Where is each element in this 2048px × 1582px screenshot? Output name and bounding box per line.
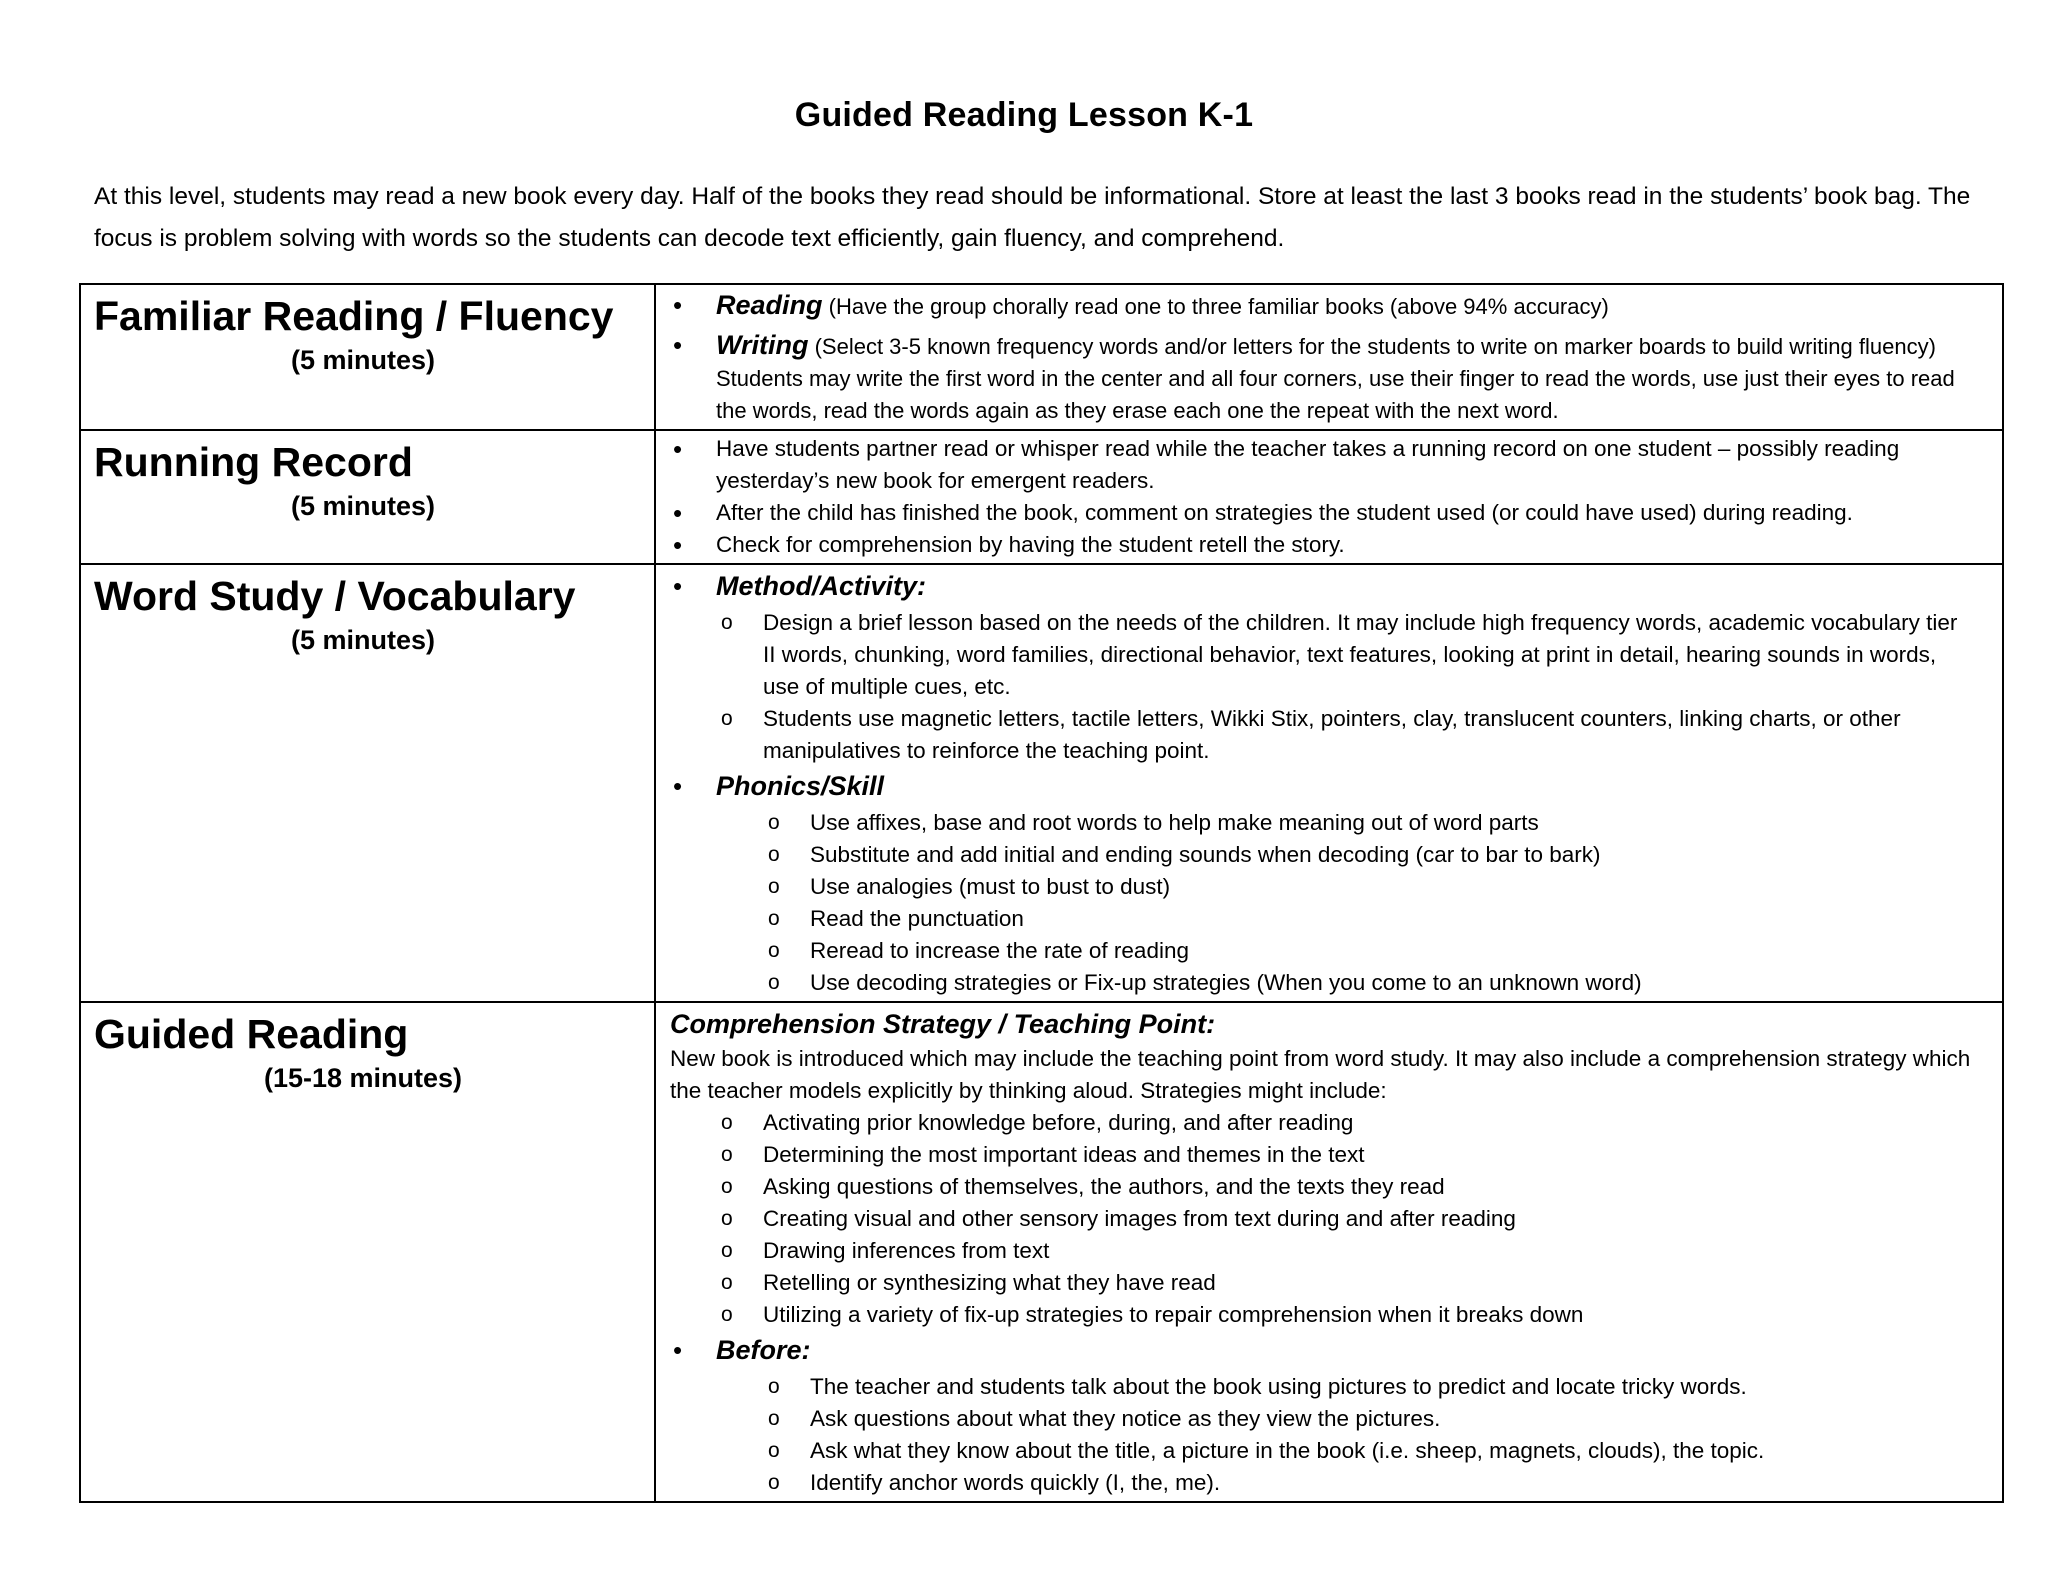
sub-list-item: o Use analogies (must to bust to dust) (670, 871, 1972, 903)
strategy-heading: Comprehension Strategy / Teaching Point: (670, 1009, 1216, 1039)
sub-list-item: o Ask questions about what they notice as they view the pictures. (670, 1403, 1972, 1435)
bullet-item (670, 567, 1972, 607)
sub-list-item: o Retelling or synthesizing what they have read (670, 1267, 1972, 1299)
section-duration: (5 minutes) (290, 345, 436, 375)
section-title: Familiar Reading / Fluency (94, 293, 614, 339)
bullet-heading: Before: (716, 1335, 811, 1365)
page-title: Guided Reading Lesson K-1 (794, 96, 1254, 134)
section-duration: (5 minutes) (290, 491, 436, 521)
sub-list-item: o Activating prior knowledge before, during, and after reading (670, 1107, 1972, 1139)
bullet-item: • Check for comprehension by having the student retell the story. (670, 529, 1972, 561)
intro-paragraph: At this level, students may read a new book every day. Half of the books they read should be informational. Store at least the last 3 books read in the students’ book bag. The focus is problem solving with words so the students can decode text efficiently, gain fluency, and comprehend. (94, 183, 1971, 252)
sub-list-item: o Determining the most important ideas and themes in the text (670, 1139, 1972, 1171)
strategy-paragraph: New book is introduced which may include the teaching point from word study. It may also include a comprehension strategy which the teacher models explicitly by thinking aloud. Strategies might include: (670, 1046, 1971, 1103)
sub-list-item: o Substitute and add initial and ending sounds when decoding (car to bar to bark) (670, 839, 1972, 871)
section-label-cell (80, 284, 655, 430)
sub-list-item: o Reread to increase the rate of reading (670, 935, 1972, 967)
bullet-item: • Have students partner read or whisper read while the teacher takes a running record on one student – possibly reading yesterday’s new book for emergent readers. (670, 433, 1972, 497)
bullet-item (670, 329, 1972, 427)
sub-list-item: o Read the punctuation (670, 903, 1972, 935)
sub-list-item: o Ask what they know about the title, a picture in the book (i.e. sheep, magnets, clouds), the topic. (670, 1435, 1972, 1467)
section-duration: (15-18 minutes) (263, 1063, 463, 1093)
sub-list-item: o Asking questions of themselves, the authors, and the texts they read (670, 1171, 1972, 1203)
bullet-item (670, 1331, 1972, 1371)
section-label-cell (80, 430, 655, 564)
bullet-item (670, 767, 1972, 807)
section-title: Guided Reading (94, 1011, 409, 1057)
bullet-item (670, 289, 1972, 323)
sub-list-item: o Drawing inferences from text (670, 1235, 1972, 1267)
bullet-heading: Writing (716, 330, 809, 360)
row-word-study (80, 564, 2003, 1002)
row-running-record (80, 430, 2003, 564)
section-label-cell (80, 564, 655, 1002)
row-guided-reading (80, 1002, 2003, 1502)
section-duration: (5 minutes) (290, 625, 436, 655)
lesson-table (79, 283, 2004, 1503)
row-familiar-reading (80, 284, 2003, 430)
section-content-cell (655, 284, 2003, 430)
section-label-cell (80, 1002, 655, 1502)
bullet-heading: Phonics/Skill (716, 771, 885, 801)
section-content-cell (655, 430, 2003, 564)
section-content-cell (655, 564, 2003, 1002)
sub-list-item: o Design a brief lesson based on the needs of the children. It may include high frequency words, academic vocabulary tier II words, chunking, word families, directional behavior, text features, looking at print in detail, hearing sounds in words, use of multiple cues, etc. (670, 607, 1972, 703)
section-title: Running Record (94, 439, 413, 485)
bullet-item: • After the child has finished the book, comment on strategies the student used (or could have used) during reading. (670, 497, 1972, 529)
bullet-heading: Method/Activity: (716, 571, 927, 601)
sub-list-item: o Utilizing a variety of fix-up strategies to repair comprehension when it breaks down (670, 1299, 1972, 1331)
bullet-heading: Reading (716, 290, 823, 320)
bullet-text: (Select 3-5 known frequency words and/or letters for the students to write on marker boards to build writing fluency) Students may write the first word in the center and all four corners, use their finger to read the words, use just their eyes to read the words, read the words again as they erase each one the repeat with the next word. (716, 334, 1955, 423)
sub-list-item: o Use decoding strategies or Fix-up strategies (When you come to an unknown word) (670, 967, 1972, 999)
sub-list-item: o Students use magnetic letters, tactile letters, Wikki Stix, pointers, clay, translucent counters, linking charts, or other manipulatives to reinforce the teaching point. (670, 703, 1972, 767)
sub-list-item: o Identify anchor words quickly (I, the, me). (670, 1467, 1972, 1499)
sub-list-item: o The teacher and students talk about the book using pictures to predict and locate tricky words. (670, 1371, 1972, 1403)
section-content-cell (655, 1002, 2003, 1502)
sub-list-item: o Use affixes, base and root words to help make meaning out of word parts (670, 807, 1972, 839)
sub-list-item: o Creating visual and other sensory images from text during and after reading (670, 1203, 1972, 1235)
section-title: Word Study / Vocabulary (94, 573, 576, 619)
bullet-text: (Have the group chorally read one to three familiar books (above 94% accuracy) (822, 294, 1609, 319)
